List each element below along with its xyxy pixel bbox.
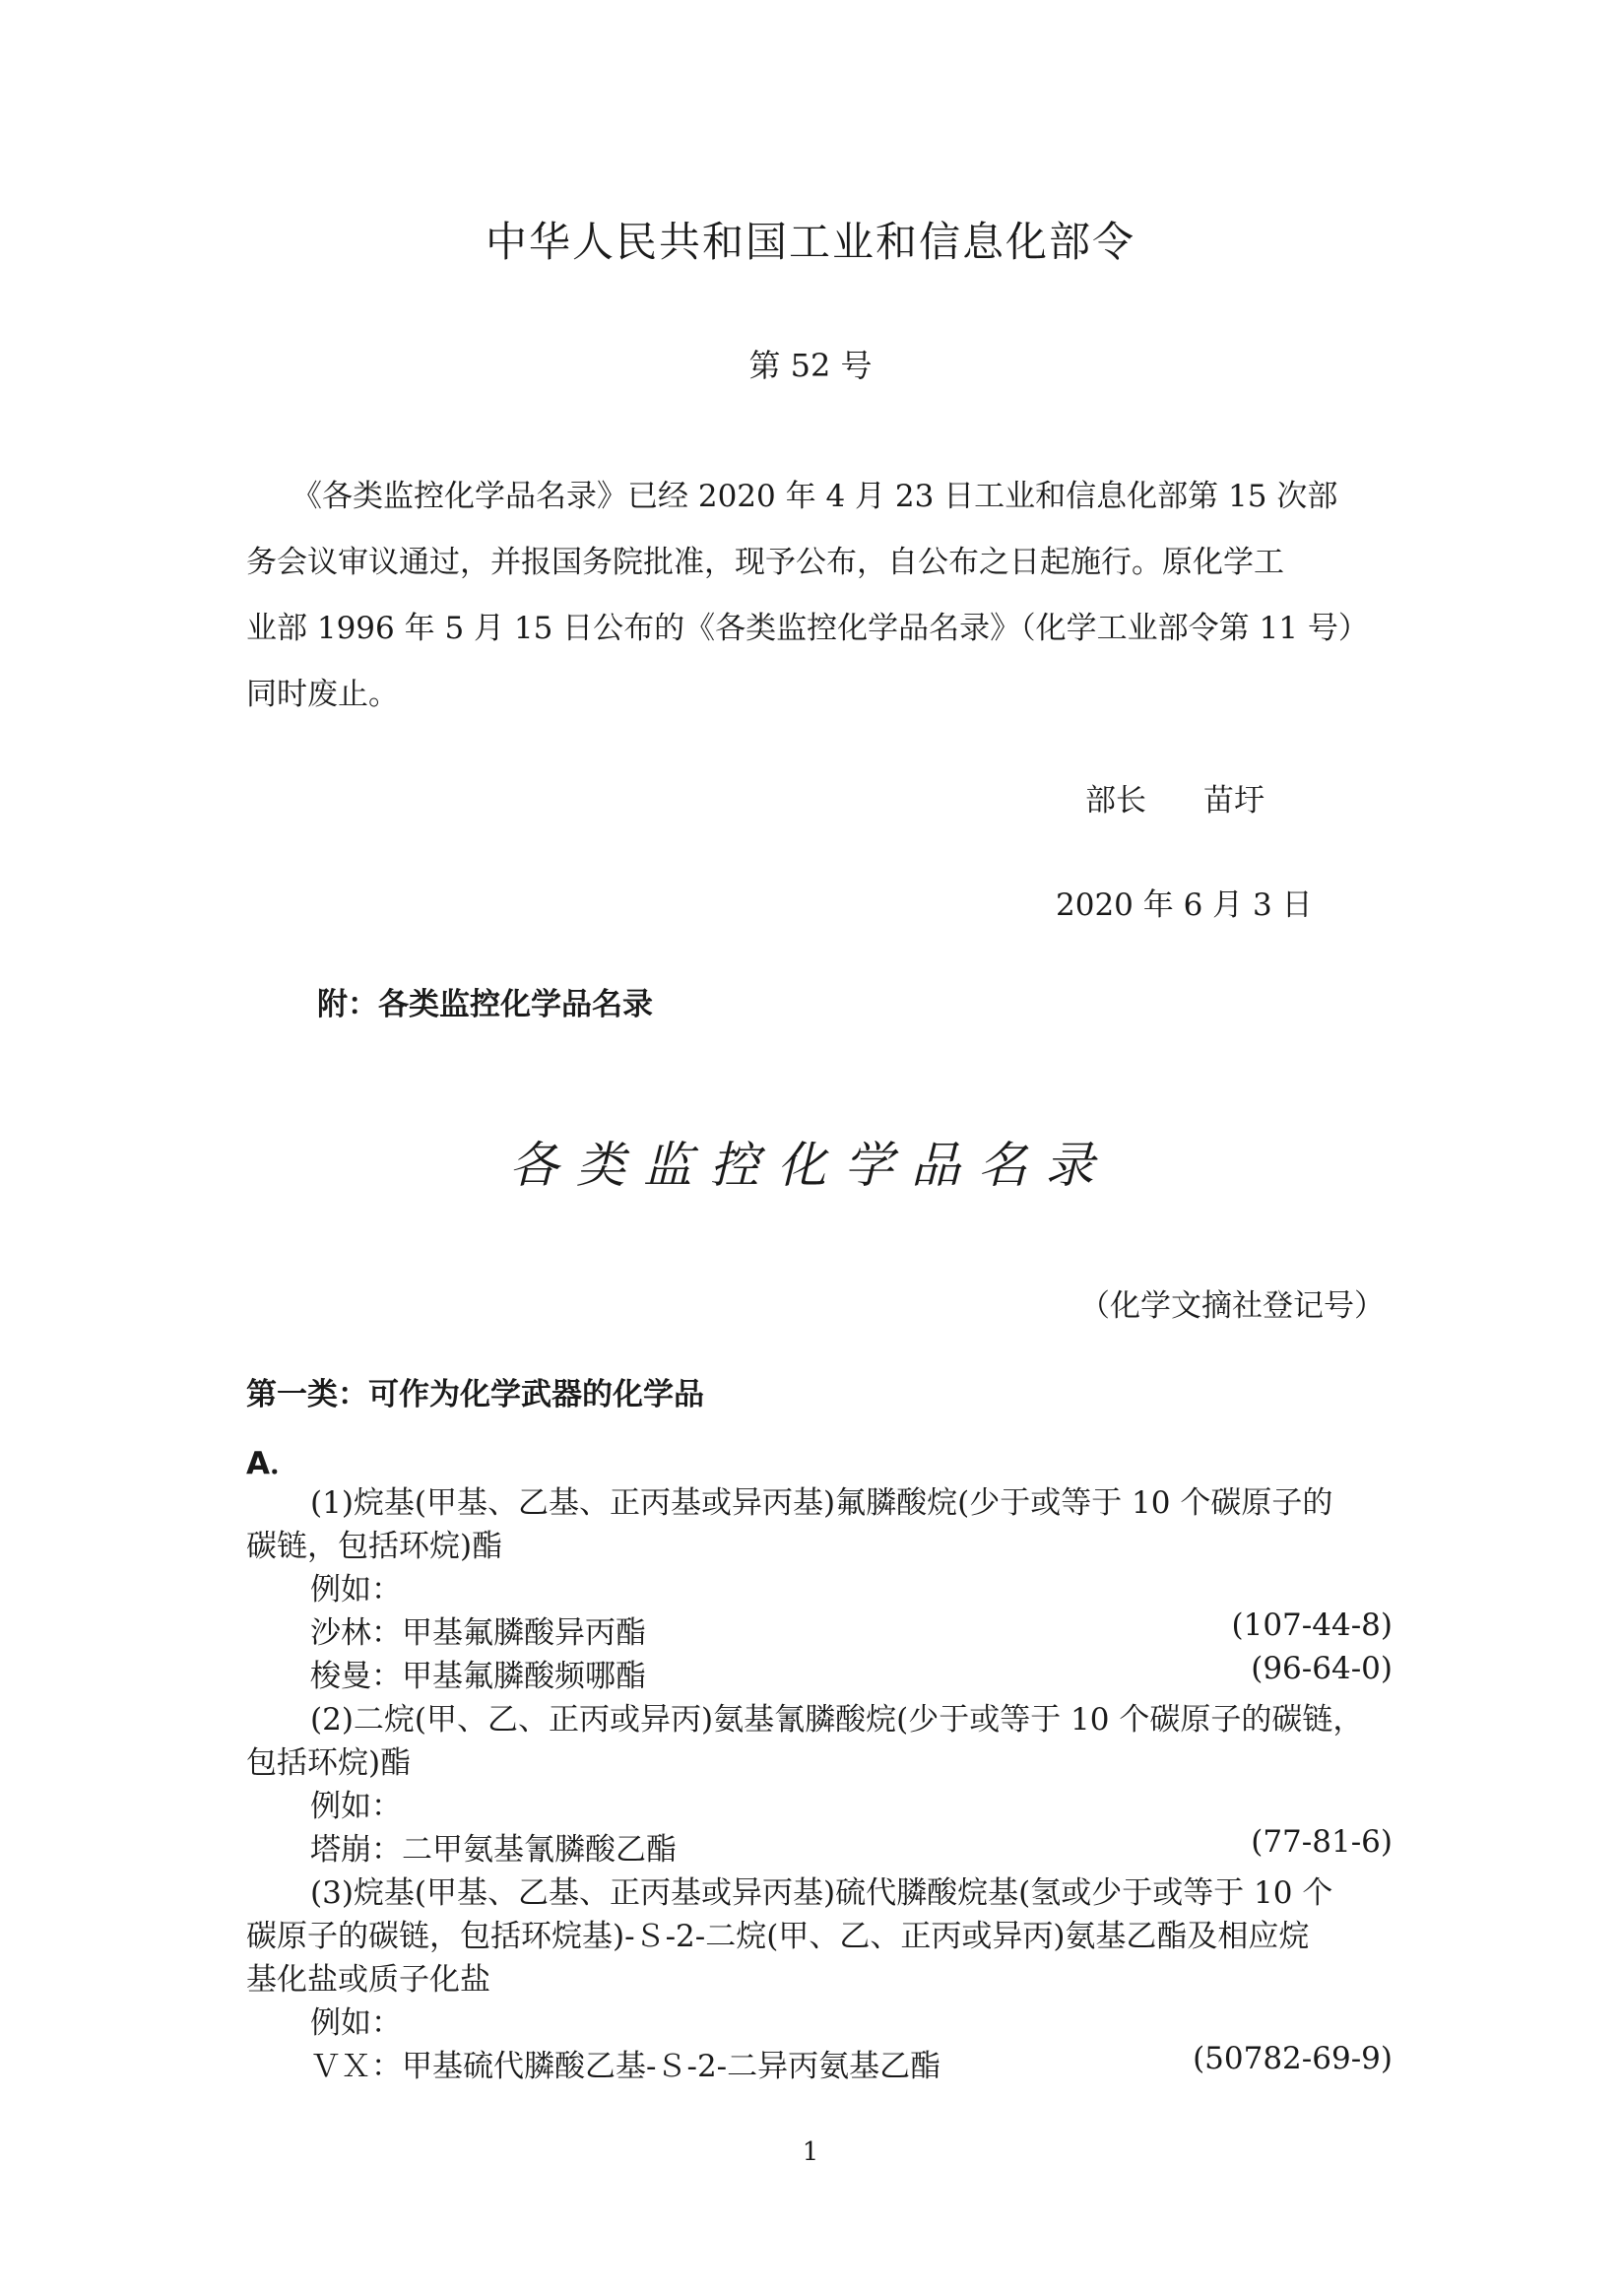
tabun-entry: 塔崩：二甲氨基氰膦酸乙酯 xyxy=(310,1832,677,1868)
item-3-line-3: 基化盐或质子化盐 xyxy=(246,1962,490,1998)
section-a-label: A． xyxy=(246,1446,300,1481)
signature-date: 2020 年 6 月 3 日 xyxy=(1056,887,1313,923)
tabun-cas-number: (77-81-6) xyxy=(1251,1824,1393,1860)
preamble-line-1: 《各类监控化学品名录》已经 2020 年 4 月 23 日工业和信息化部第 15 次部 xyxy=(292,479,1338,514)
item-1-example-label: 例如： xyxy=(310,1572,402,1607)
order-number: 第 52 号 xyxy=(748,347,873,384)
sarin-entry: 沙林：甲基氟膦酸异丙酯 xyxy=(310,1615,646,1651)
vx-entry: ＶＸ：甲基硫代膦酸乙基-Ｓ-2-二异丙氨基乙酯 xyxy=(310,2049,941,2084)
category-heading: 第一类：可作为化学武器的化学品 xyxy=(246,1377,704,1412)
list-title: 各类监控化学品名录 xyxy=(509,1137,1112,1194)
page-number: 1 xyxy=(802,2137,819,2167)
item-3-example-label: 例如： xyxy=(310,2005,402,2041)
item-1-line-1: (1)烷基(甲基、乙基、正丙基或异丙基)氟膦酸烷(少于或等于 10 个碳原子的 xyxy=(310,1485,1333,1521)
item-1-line-2: 碳链，包括环烷)酯 xyxy=(246,1529,503,1564)
preamble-line-3: 业部 1996 年 5 月 15 日公布的《各类监控化学品名录》（化学工业部令第 11 号） xyxy=(246,611,1369,646)
signature-name: 苗圩 xyxy=(1203,783,1264,819)
sarin-cas-number: (107-44-8) xyxy=(1231,1607,1393,1643)
vx-cas-number: (50782-69-9) xyxy=(1193,2041,1393,2076)
signature-position: 部长 xyxy=(1085,783,1146,819)
item-2-example-label: 例如： xyxy=(310,1789,402,1824)
preamble-line-4: 同时废止。 xyxy=(246,677,399,712)
attachment-label: 附：各类监控化学品名录 xyxy=(317,987,653,1022)
item-2-line-1: (2)二烷(甲、乙、正丙或异丙)氨基氰膦酸烷(少于或等于 10 个碳原子的碳链， xyxy=(310,1702,1364,1738)
cas-note: （化学文摘社登记号） xyxy=(1079,1288,1385,1324)
soman-entry: 梭曼：甲基氟膦酸频哪酯 xyxy=(310,1659,646,1694)
item-3-line-2: 碳原子的碳链，包括环烷基)-Ｓ-2-二烷(甲、乙、正丙或异丙)氨基乙酯及相应烷 xyxy=(246,1919,1310,1954)
item-3-line-1: (3)烷基(甲基、乙基、正丙基或异丙基)硫代膦酸烷基(氢或少于或等于 10 个 xyxy=(310,1875,1333,1911)
item-2-line-2: 包括环烷)酯 xyxy=(246,1745,412,1781)
document-title: 中华人民共和国工业和信息化部令 xyxy=(485,218,1135,266)
soman-cas-number: (96-64-0) xyxy=(1251,1651,1393,1686)
preamble-line-2: 务会议审议通过，并报国务院批准，现予公布，自公布之日起施行。原化学工 xyxy=(246,545,1284,580)
